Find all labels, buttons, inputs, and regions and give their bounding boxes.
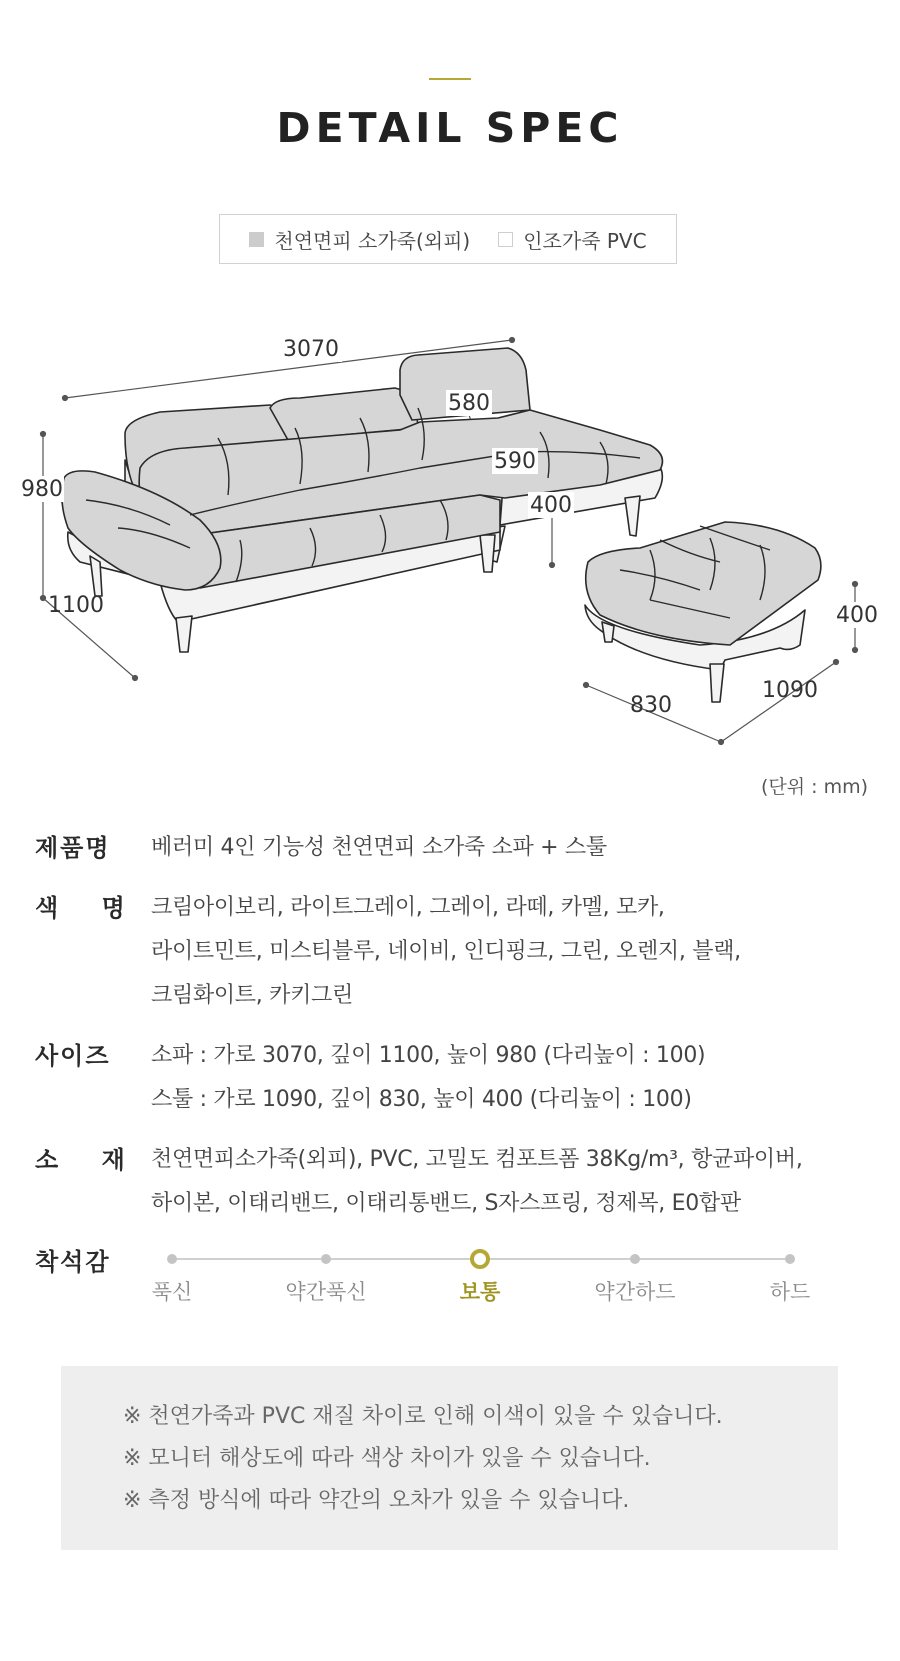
spec-line: 천연면피소가죽(외피), PVC, 고밀도 컴포트폼 38Kg/m³, 항균파이버, xyxy=(151,1147,803,1172)
comfort-dot-medium-selected xyxy=(470,1249,490,1269)
comfort-dot-slightly-soft xyxy=(321,1254,331,1264)
notice-line: ※ 모니터 해상도에 따라 색상 차이가 있을 수 있습니다. xyxy=(123,1446,651,1471)
sofa-height-label: 980 xyxy=(21,477,63,502)
notice-line: ※ 천연가죽과 PVC 재질 차이로 인해 이색이 있을 수 있습니다. xyxy=(123,1404,723,1429)
sofa-width-label: 3070 xyxy=(283,337,339,362)
white-swatch-icon xyxy=(498,232,513,247)
comfort-label-slightly-soft: 약간푹신 xyxy=(285,1280,367,1304)
legend-item-leather xyxy=(249,225,470,254)
comfort-dot-hard xyxy=(785,1254,795,1264)
spec-value xyxy=(151,1034,875,1122)
spec-row-size xyxy=(35,1034,875,1122)
comfort-label-medium: 보통 xyxy=(459,1280,501,1304)
spec-row-material xyxy=(35,1138,875,1226)
unit-note: (단위 : mm) xyxy=(760,776,868,798)
stool-height-label: 400 xyxy=(836,603,878,628)
sofa-depth-label: 1100 xyxy=(48,593,104,618)
spec-line: 소파 : 가로 3070, 깊이 1100, 높이 980 (다리높이 : 100) xyxy=(151,1043,706,1068)
notice-box xyxy=(61,1366,838,1550)
legend-label-leather: 천연면피 소가죽(외피) xyxy=(274,228,471,253)
spec-line: 라이트민트, 미스티블루, 네이비, 인디핑크, 그린, 오렌지, 블랙, xyxy=(151,939,741,964)
spec-line: 크림화이트, 카키그린 xyxy=(151,983,353,1008)
legend-item-pvc xyxy=(498,225,646,254)
comfort-label-soft: 푹신 xyxy=(151,1280,193,1304)
stool-depth-label: 830 xyxy=(630,693,672,718)
spec-line: 하이본, 이태리밴드, 이태리통밴드, S자스프링, 정제목, E0합판 xyxy=(151,1191,741,1216)
material-legend xyxy=(219,214,677,264)
spec-value xyxy=(151,826,875,870)
comfort-label-slightly-hard: 약간하드 xyxy=(594,1280,676,1304)
stool-width-label: 1090 xyxy=(762,678,818,703)
seat-height-label: 400 xyxy=(530,493,572,518)
notice-line: ※ 측정 방식에 따라 약간의 오차가 있을 수 있습니다. xyxy=(123,1488,630,1513)
spec-line: 베러미 4인 기능성 천연면피 소가죽 소파 + 스툴 xyxy=(151,835,607,860)
spec-label: 소 재 xyxy=(35,1146,127,1174)
spec-line: 스툴 : 가로 1090, 깊이 830, 높이 400 (다리높이 : 100) xyxy=(151,1087,692,1112)
page-title: DETAIL SPEC xyxy=(276,104,624,152)
comfort-dot-slightly-hard xyxy=(630,1254,640,1264)
gray-swatch-icon xyxy=(249,232,264,247)
spec-value xyxy=(151,1138,875,1226)
spec-line: 크림아이보리, 라이트그레이, 그레이, 라떼, 카멜, 모카, xyxy=(151,895,665,920)
spec-label: 착석감 xyxy=(35,1248,111,1276)
sofa-dimension-diagram xyxy=(0,300,900,770)
headrest-width-label: 580 xyxy=(448,391,490,416)
legend-label-pvc: 인조가죽 PVC xyxy=(523,228,647,253)
comfort-label-hard: 하드 xyxy=(769,1280,811,1304)
spec-value xyxy=(151,886,875,1018)
spec-row-product-name xyxy=(35,826,875,870)
stool-illustration xyxy=(585,522,821,702)
seat-depth-label: 590 xyxy=(494,449,536,474)
spec-label: 색 명 xyxy=(35,894,127,922)
spec-label: 사이즈 xyxy=(35,1042,111,1070)
spec-row-color xyxy=(35,886,875,1018)
comfort-dot-soft xyxy=(167,1254,177,1264)
title-accent-line xyxy=(429,78,471,80)
spec-label: 제품명 xyxy=(35,834,111,862)
